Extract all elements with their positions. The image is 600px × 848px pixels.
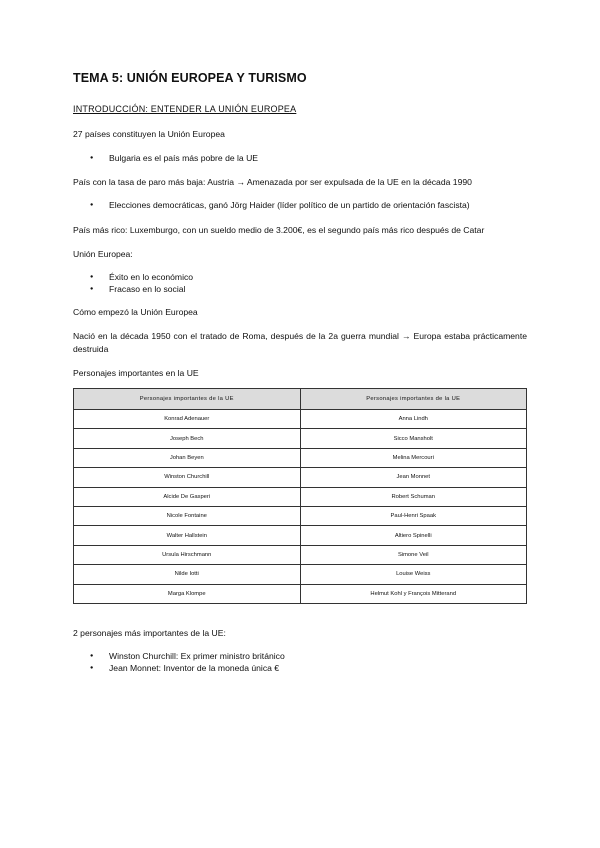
bullet-list-eu xyxy=(73,271,193,295)
table-cell: Marga Klompe xyxy=(74,584,301,603)
table-row xyxy=(74,526,527,545)
paragraph-origin-heading: Cómo empezó la Unión Europea xyxy=(73,307,198,317)
table-row xyxy=(74,448,527,467)
table-header: Personajes importantes de la UE xyxy=(74,389,301,410)
list-item: ● Fracaso en lo social xyxy=(73,283,193,295)
table-cell: Nicole Fontaine xyxy=(74,506,301,525)
table-row xyxy=(74,429,527,448)
list-item: ● Bulgaria es el país más pobre de la UE xyxy=(73,152,258,164)
table-header: Personajes importantes de la UE xyxy=(300,389,527,410)
people-table xyxy=(73,388,527,604)
table-cell: Joseph Bech xyxy=(74,429,301,448)
table-cell: Nilde Iotti xyxy=(74,565,301,584)
table-cell: Jean Monnet xyxy=(300,468,527,487)
list-item: ● Winston Churchill: Ex primer ministro británico xyxy=(73,650,285,662)
page-title: TEMA 5: UNIÓN EUROPEA Y TURISMO xyxy=(73,71,307,85)
table-cell: Robert Schuman xyxy=(300,487,527,506)
table-cell: Johan Beyen xyxy=(74,448,301,467)
table-row xyxy=(74,487,527,506)
table-row xyxy=(74,506,527,525)
table-cell: Alcide De Gasperi xyxy=(74,487,301,506)
table-row xyxy=(74,410,527,429)
table-row xyxy=(74,468,527,487)
paragraph-origin: Nació en la década 1950 con el tratado de Roma, después de la 2a guerra mundial → Europa estaba prácticamente destruida xyxy=(73,331,527,354)
bullet-list-elections xyxy=(73,199,470,211)
section-subtitle: INTRODUCCIÓN: ENTENDER LA UNIÓN EUROPEA xyxy=(73,104,297,114)
paragraph-eu: Unión Europea: xyxy=(73,249,133,259)
paragraph-top-people: 2 personajes más importantes de la UE: xyxy=(73,628,226,638)
paragraph-unemployment: País con la tasa de paro más baja: Austria → Amenazada por ser expulsada de la UE en la década 1990 xyxy=(73,177,472,187)
paragraph-people-heading: Personajes importantes en la UE xyxy=(73,368,199,378)
table-row xyxy=(74,584,527,603)
paragraph-countries: 27 países constituyen la Unión Europea xyxy=(73,129,225,139)
table-header-row xyxy=(74,389,527,410)
table-cell: Helmut Kohl y François Mitterand xyxy=(300,584,527,603)
table-cell: Konrad Adenauer xyxy=(74,410,301,429)
list-item: ● Éxito en lo económico xyxy=(73,271,193,283)
table-cell: Sicco Mansholt xyxy=(300,429,527,448)
table-row xyxy=(74,545,527,564)
table-cell: Altiero Spinelli xyxy=(300,526,527,545)
table-cell: Anna Lindh xyxy=(300,410,527,429)
bullet-list-poorest xyxy=(73,152,258,164)
table-cell: Paul-Henri Spaak xyxy=(300,506,527,525)
bullet-list-top-people xyxy=(73,650,285,674)
list-item: ● Jean Monnet: Inventor de la moneda única € xyxy=(73,662,285,674)
table-row xyxy=(74,565,527,584)
paragraph-richest: País más rico: Luxemburgo, con un sueldo medio de 3.200€, es el segundo país más rico después de Catar xyxy=(73,225,485,235)
table-cell: Ursula Hirschmann xyxy=(74,545,301,564)
table-cell: Melina Mercouri xyxy=(300,448,527,467)
table-cell: Simone Veil xyxy=(300,545,527,564)
table-cell: Walter Hallstein xyxy=(74,526,301,545)
table-cell: Louise Weiss xyxy=(300,565,527,584)
table-cell: Winston Churchill xyxy=(74,468,301,487)
list-item: ● Elecciones democráticas, ganó Jörg Haider (líder político de un partido de orientación fascista) xyxy=(73,199,470,211)
